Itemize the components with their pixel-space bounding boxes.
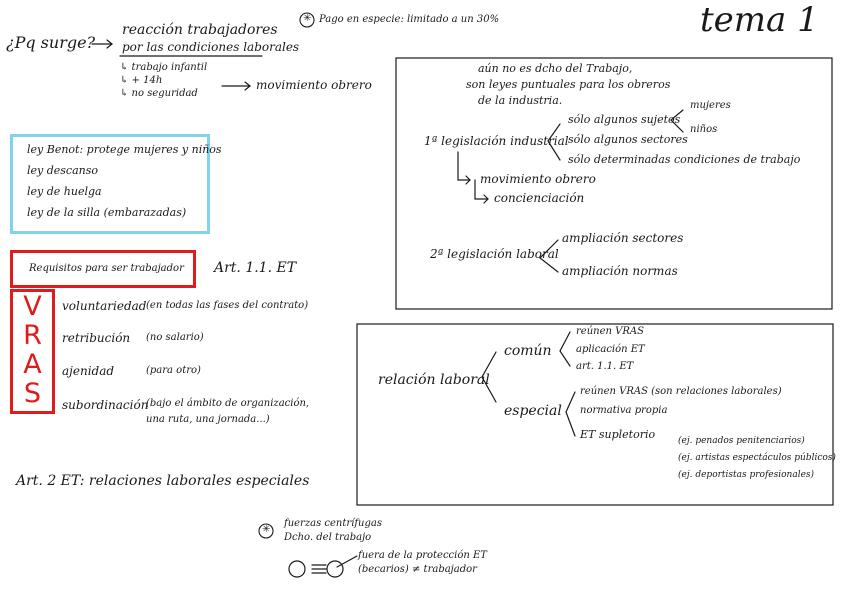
vras-letter: A (23, 349, 42, 380)
origin-result: movimiento obrero (256, 78, 372, 92)
ampliacion-item: ampliación sectores (562, 231, 684, 245)
vras-term: retribución (62, 331, 131, 345)
origin-reason-1: reacción trabajadores (122, 22, 278, 38)
legislation-branch: sólo algunos sectores (568, 133, 688, 146)
legislation-arrow-text: movimiento obrero (480, 172, 596, 186)
relacion-label: relación laboral (378, 372, 490, 388)
requisitos-box (10, 250, 196, 288)
legislation-branch: sólo algunos sujetos (568, 113, 681, 126)
page-title: tema 1 (700, 0, 819, 40)
legislacion-intro: aún no es dcho del Trabajo, (478, 62, 633, 75)
first-legislation: 1ª legislación industrial (424, 134, 569, 148)
vras-letter: S (23, 378, 42, 409)
origin-sub-3: ↳ no seguridad (120, 88, 198, 99)
sujeto-item: mujeres (690, 100, 731, 111)
requisitos-label: Requisitos para ser trabajador (29, 263, 184, 274)
relacion-especial: especial (504, 403, 562, 419)
comun-item: aplicación ET (576, 344, 645, 355)
fuerzas-title: fuerzas centrífugas (284, 518, 382, 529)
origin-reason-2: por las condiciones laborales (122, 40, 300, 54)
vras-note: (para otro) (146, 365, 201, 376)
vras-note: (en todas las fases del contrato) (146, 300, 309, 311)
art2-note: Art. 2 ET: relaciones laborales especiales (16, 473, 310, 489)
fuerzas-subtitle: Dcho. del trabajo (284, 532, 372, 543)
laws-box (10, 134, 222, 234)
especial-item: reúnen VRAS (son relaciones laborales) (580, 386, 782, 397)
second-legislation: 2ª legislación laboral (430, 247, 559, 261)
fuerzas-note: (becarios) ≠ trabajador (358, 564, 477, 575)
relacion-comun: común (504, 343, 552, 359)
comun-item: reúnen VRAS (576, 326, 644, 337)
asterisk-icon: ✳ (303, 13, 312, 24)
legislacion-intro: son leyes puntuales para los obreros (466, 78, 671, 91)
pago-note: Pago en especie: limitado a un 30% (319, 14, 500, 25)
vras-term: ajenidad (62, 364, 115, 378)
example-item: (ej. artistas espectáculos públicos) (678, 453, 836, 463)
especial-item: ET supletorio (580, 428, 656, 441)
origin-sub-1: ↳ trabajo infantil (120, 62, 208, 73)
vras-letter: V (23, 291, 42, 322)
vras-term: subordinación (62, 398, 149, 412)
vras-note: (bajo el ámbito de organización, (146, 398, 310, 409)
asterisk-icon: ✳ (262, 524, 271, 535)
vras-note: una ruta, una jornada...) (146, 414, 270, 425)
ampliacion-item: ampliación normas (562, 264, 678, 278)
comun-item: art. 1.1. ET (576, 361, 634, 372)
origin-question: ¿Pq surge? (6, 33, 96, 52)
vras-acronym (10, 289, 55, 414)
legislation-arrow-text: concienciación (494, 191, 585, 205)
legislacion-intro: de la industria. (478, 94, 563, 107)
law-item: ley Benot: protege mujeres y niños (27, 143, 222, 156)
example-item: (ej. penados penitenciarios) (678, 436, 805, 446)
requisitos-article: Art. 1.1. ET (214, 260, 297, 276)
example-item: (ej. deportistas profesionales) (678, 470, 815, 480)
law-item: ley de huelga (27, 185, 102, 198)
sujeto-item: niños (690, 124, 718, 135)
law-item: ley descanso (27, 164, 99, 177)
origin-sub-2: ↳ + 14h (120, 75, 163, 86)
law-item: ley de la silla (embarazadas) (27, 206, 187, 219)
vras-letter: R (23, 320, 42, 351)
fuerzas-note: fuera de la protección ET (358, 550, 487, 561)
legislation-branch: sólo determinadas condiciones de trabajo (568, 153, 801, 166)
vras-term: voluntariedad (62, 299, 147, 313)
especial-item: normativa propia (580, 405, 668, 416)
vras-note: (no salario) (146, 332, 204, 343)
